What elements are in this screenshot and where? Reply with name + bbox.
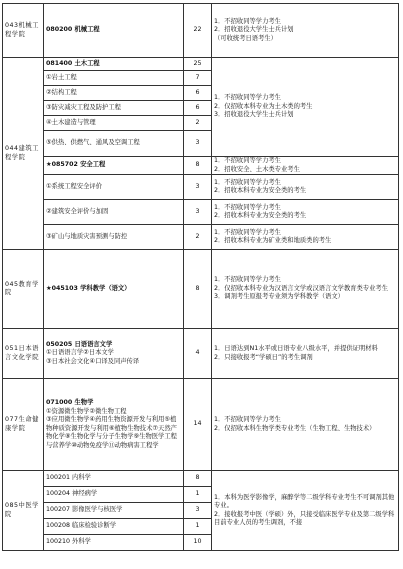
- admissions-table: [2, 3, 399, 551]
- program-name: ②建筑安全评价与加固: [44, 200, 184, 225]
- program-name: 100201 内科学: [44, 471, 184, 487]
- program-name: ⑤供热、供燃气、通风及空调工程: [44, 131, 184, 157]
- remark-line: 3．调剂考生原报考专业须为学科教学（语文）: [214, 293, 344, 301]
- program-direction: ③应用微生物学④药用生物资源开发与利用⑤植物种质资源开发与利用⑥植物生物技术⑦天然产物化学⑧生物化学与分子生物学⑨生物医学工程与营养学⑩动物免疫学⑪动物病害工程学: [46, 416, 177, 449]
- remark-line: 2．招收本科专业为安全类的考生: [214, 212, 307, 219]
- college-name: 045教育学院: [3, 250, 44, 329]
- program-direction: ①资源微生物学②微生物工程: [46, 407, 127, 415]
- table-row: [3, 250, 399, 329]
- remarks: [212, 329, 399, 379]
- remarks: [212, 4, 399, 58]
- program-name: 100210 外科学: [44, 535, 184, 551]
- quota-count: 25: [184, 58, 212, 71]
- remark-line: 1．日语达到N1水平或日语专业八级水平，并提供证明材料: [214, 345, 378, 352]
- college-name: 043机械工程学院: [3, 4, 44, 58]
- program-name: 100204 神经病学: [44, 487, 184, 503]
- remark-line: 1．不招收同等学力考生: [214, 94, 281, 102]
- remark-line: 1．不招收同等学力考生: [214, 203, 281, 211]
- remarks: [212, 250, 399, 329]
- quota-count: 1: [184, 487, 212, 503]
- table-row: [3, 4, 399, 58]
- remark-line: 1．本科为医学影像学，麻醉学等二级学科专业考生不可调剂其他专业。: [214, 493, 395, 509]
- table-row: [3, 157, 399, 175]
- quota-count: 3: [184, 503, 212, 519]
- quota-count: 10: [184, 535, 212, 551]
- remark-line: 2．仅招收本科专业为土木类的考生: [214, 102, 313, 110]
- program-name: 081400 土木工程: [44, 58, 184, 71]
- remarks: [212, 157, 399, 175]
- remark-line: 2．仅招收本科专业为汉语言文学或汉语言文学教育类专业考生: [214, 284, 389, 292]
- quota-count: 4: [184, 329, 212, 379]
- table-row: [3, 225, 399, 250]
- remarks: [212, 379, 399, 471]
- quota-count: 6: [184, 86, 212, 101]
- program-name: ③防灾减灾工程及防护工程: [44, 101, 184, 116]
- program-name: ①系统工程安全评价: [44, 175, 184, 200]
- remark-line: 2．招收本科专业为安全类的考生: [214, 187, 307, 194]
- college-name: 044建筑工程学院: [3, 58, 44, 250]
- quota-count: 7: [184, 71, 212, 86]
- remarks: [212, 200, 399, 225]
- program-direction: ①日语语言学②日本文学: [46, 349, 114, 357]
- remarks: [212, 225, 399, 250]
- remark-line: 1．不招收同等学力考生: [214, 276, 281, 284]
- remarks: [212, 471, 399, 551]
- quota-count: 3: [184, 131, 212, 157]
- college-name: 085中医学院: [3, 471, 44, 551]
- program-name: ④土木建造与管理: [44, 116, 184, 131]
- program-name: 071000 生物学: [46, 399, 94, 406]
- table-row: [3, 471, 399, 487]
- remarks: [212, 58, 399, 157]
- remark-line: 2．招收安全、土木类专业考生: [214, 165, 300, 173]
- remark-line: 1．不招收同等学力考生: [214, 157, 281, 164]
- program-name: ★045103 学科教学（语文）: [44, 250, 184, 329]
- quota-count: 3: [184, 200, 212, 225]
- program-direction: ③日本社会文化④口译及同声传译: [46, 357, 140, 365]
- remark-line: 2．招收本科专业为矿业类和地质类的考生: [214, 237, 332, 244]
- quota-count: 2: [184, 116, 212, 131]
- table-row: [3, 379, 399, 471]
- remark-line: 3．招收退役大学生士兵计划: [214, 111, 294, 119]
- quota-count: 22: [184, 4, 212, 58]
- program-name: ③矿山与地质灾害预测与防控: [44, 225, 184, 250]
- program-name: 100207 影像医学与核医学: [44, 503, 184, 519]
- quota-count: 6: [184, 101, 212, 116]
- remark-line: 2．招收退役大学生士兵计划: [214, 26, 294, 34]
- remark-line: 1．不招收同等学力考生: [214, 178, 281, 186]
- remark-line: 2．接收报考中医（学硕）外，只接受临床医学专业及第二级学科目前专业人员的考生调剂，不接: [214, 510, 395, 526]
- quota-count: 14: [184, 379, 212, 471]
- program-name: 080200 机械工程: [44, 4, 184, 58]
- remark-line: 2．仅招收本科生物学类专业考生（生物工程、生物技术）: [214, 424, 376, 432]
- table-row: [3, 200, 399, 225]
- program-name: ★085702 安全工程: [44, 157, 184, 175]
- college-name: 077生命健康学院: [3, 379, 44, 471]
- college-name: 051日本语言文化学院: [3, 329, 44, 379]
- remark-line: 1．不招收同等学力考生: [214, 416, 281, 423]
- quota-count: 1: [184, 519, 212, 535]
- program-name: 050205 日语语言文学: [46, 340, 113, 348]
- quota-count: 3: [184, 175, 212, 200]
- remark-line: 1．不招收同等学力考生: [214, 17, 281, 25]
- remark-line: （可收统考日语考生）: [214, 34, 277, 42]
- program-name: ①岩土工程: [44, 71, 184, 86]
- quota-count: 8: [184, 250, 212, 329]
- quota-count: 2: [184, 225, 212, 250]
- table-row: [3, 58, 399, 71]
- remark-line: 2．只接收报考“学硕日”的考生调剂: [214, 353, 313, 361]
- program-cell: [44, 329, 184, 379]
- quota-count: 8: [184, 471, 212, 487]
- program-cell: [44, 379, 184, 471]
- remarks: [212, 175, 399, 200]
- remark-line: 1．不招收同等学力考生: [214, 228, 281, 236]
- table-row: [3, 329, 399, 379]
- program-name: 100208 临床检验诊断学: [44, 519, 184, 535]
- table-row: [3, 175, 399, 200]
- program-name: ②结构工程: [44, 86, 184, 101]
- quota-count: 8: [184, 157, 212, 175]
